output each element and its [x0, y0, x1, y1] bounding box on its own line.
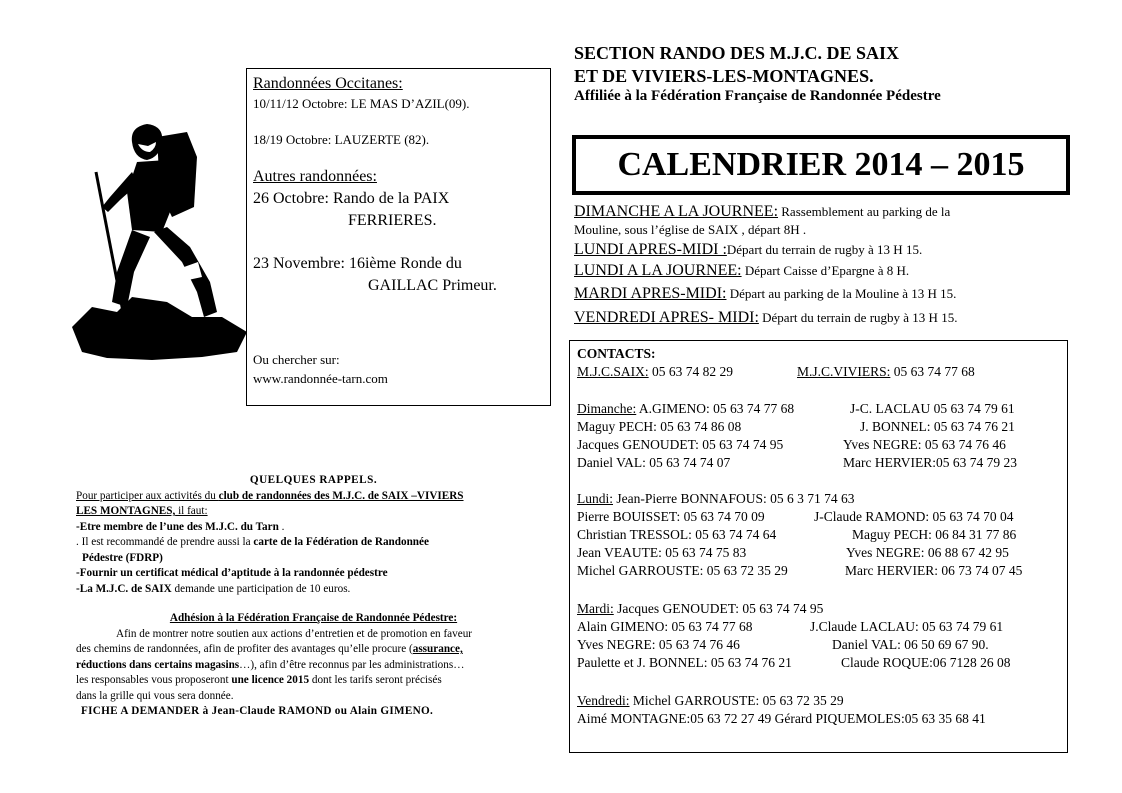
schedule-label-0: DIMANCHE A LA JOURNEE: [574, 203, 779, 220]
rappels-item-2b: carte de la Fédération de Randonnée [253, 536, 429, 548]
contact-entry: Claude ROQUE:06 7128 26 08 [841, 655, 1011, 670]
rappels-item-2a: . Il est recommandé de prendre aussi la [76, 536, 254, 548]
adhesion-line-1: Afin de montrer notre soutien aux actions d’entretien et de promotion en faveur [116, 627, 473, 640]
contact-entry: Paulette et J. BONNEL: 05 63 74 76 21 [577, 655, 792, 670]
contact-entry: Michel GARROUSTE: 05 63 72 35 29 [629, 693, 844, 708]
schedule-text-0: Rassemblement au parking de la [778, 204, 951, 219]
chercher-label: Ou chercher sur: [253, 352, 340, 367]
contact-entry: J-Claude RAMOND: 05 63 74 70 04 [814, 509, 1014, 524]
autres-event-1-place: FERRIERES. [348, 212, 437, 229]
schedule-label-4: MARDI APRES-MIDI: [574, 285, 727, 302]
hiker-illustration [72, 112, 252, 362]
schedule-label-2: LUNDI APRES-MIDI : [574, 241, 727, 258]
contact-entry: Pierre BOUISSET: 05 63 74 70 09 [577, 509, 765, 524]
rappels-item-1: -Etre membre de l’une des M.J.C. du Tarn [76, 520, 279, 533]
rappels-title: QUELQUES RAPPELS. [249, 474, 378, 486]
contact-entry: J-C. LACLAU 05 63 74 79 61 [850, 401, 1015, 416]
contact-entry: Daniel VAL: 05 63 74 74 07 [577, 455, 731, 470]
website-link[interactable]: www.randonnée-tarn.com [253, 371, 388, 386]
autres-title: Autres randonnées: [253, 168, 377, 185]
adhesion-line-4a: les responsables vous proposeront [76, 674, 232, 686]
rappels-p1d: il faut: [175, 505, 208, 517]
viviers-label: M.J.C.VIVIERS: [797, 364, 891, 379]
schedule [574, 204, 1074, 330]
contact-entry: Christian TRESSOL: 05 63 74 74 64 [577, 527, 777, 542]
adhesion-line-2a: des chemins de randonnées, afin de profiter des avantages qu’elle procure ( [76, 643, 413, 655]
contact-entry: Alain GIMENO: 05 63 74 77 68 [577, 619, 753, 634]
contact-entry: Jacques GENOUDET: 05 63 74 74 95 [577, 437, 784, 452]
saix-tel: 05 63 74 82 29 [648, 364, 734, 379]
rappels-item-1-end: . [278, 520, 285, 533]
header-line-1: SECTION RANDO DES M.J.C. DE SAIX [574, 43, 900, 63]
schedule-label-3: LUNDI A LA JOURNEE: [574, 262, 742, 279]
contact-entry: Maguy PECH: 06 84 31 77 86 [852, 527, 1017, 542]
contact-entry: Maguy PECH: 05 63 74 86 08 [577, 419, 742, 434]
schedule-text-1: Mouline, sous l’église de SAIX , départ 8H . [574, 222, 807, 237]
occitanes-event-1: 10/11/12 Octobre: LE MAS D’AZIL(09). [253, 96, 470, 111]
rappels-item-2c: Pédestre (FDRP) [82, 551, 163, 564]
autres-event-2: 23 Novembre: 16ième Ronde du [253, 255, 462, 272]
rappels-section [76, 473, 551, 720]
contact-entry: Yves NEGRE: 05 63 74 76 46 [843, 437, 1006, 452]
contact-entry: Jacques GENOUDET: 05 63 74 74 95 [613, 601, 824, 616]
rappels-item-3: -Fournir un certificat médical d’aptitude à la randonnée pédestre [76, 567, 388, 579]
contact-entry: J. BONNEL: 05 63 74 76 21 [860, 419, 1015, 434]
header-line-2: ET DE VIVIERS-LES-MONTAGNES. [574, 66, 874, 86]
rappels-p1a: Pour participer aux activités du [76, 489, 219, 502]
occitanes-event-2: 18/19 Octobre: LAUZERTE (82). [253, 132, 430, 147]
contact-entry: Marc HERVIER:05 63 74 79 23 [843, 455, 1018, 470]
contact-entry: A.GIMENO: 05 63 74 77 68 [636, 401, 795, 416]
schedule-text-2: Départ du terrain de rugby à 13 H 15. [726, 242, 923, 257]
autres-event-2-place: GAILLAC Primeur. [368, 277, 497, 294]
contact-entry: Yves NEGRE: 06 88 67 42 95 [846, 545, 1009, 560]
schedule-text-3: Départ Caisse d’Epargne à 8 H. [741, 263, 910, 278]
rappels-item-4a: -La M.J.C. de SAIX [76, 582, 172, 595]
contact-entry: Michel GARROUSTE: 05 63 72 35 29 [577, 563, 788, 578]
saix-label: M.J.C.SAIX: [577, 364, 649, 379]
contact-entry: Yves NEGRE: 05 63 74 76 46 [577, 637, 740, 652]
rappels-p1c: LES MONTAGNES, [76, 505, 176, 517]
schedule-text-4: Départ au parking de la Mouline à 13 H 15. [726, 286, 957, 301]
adhesion-line-4b: une licence 2015 [231, 674, 310, 686]
contact-entry: Daniel VAL: 06 50 69 67 90. [832, 637, 989, 652]
occitanes-title: Randonnées Occitanes: [253, 75, 403, 92]
calendar-title: CALENDRIER 2014 – 2015 [572, 135, 1070, 195]
rappels-p1b: club de randonnées des M.J.C. de SAIX –VIVIERS [218, 489, 464, 502]
contact-entry: Jean-Pierre BONNAFOUS: 05 6 3 71 74 63 [613, 491, 855, 506]
vendredi-label: Vendredi: [577, 693, 630, 708]
rappels-item-4b: demande une participation de 10 euros. [171, 582, 351, 595]
lundi-label: Lundi: [577, 491, 613, 506]
autres-event-1: 26 Octobre: Rando de la PAIX [253, 190, 450, 207]
dimanche-label: Dimanche: [577, 401, 637, 416]
fiche-note: FICHE A DEMANDER à Jean-Claude RAMOND ou Alain GIMENO. [81, 705, 434, 717]
viviers-tel: 05 63 74 77 68 [890, 364, 975, 379]
adhesion-line-2b: assurance, [412, 643, 463, 655]
contact-entry: J.Claude LACLAU: 05 63 74 79 61 [810, 619, 1004, 634]
adhesion-line-4c: dont les tarifs seront précisés [309, 674, 442, 686]
adhesion-line-3b: …), afin d’être reconnus par les administrations… [239, 658, 465, 671]
adhesion-title: Adhésion à la Fédération Française de Randonnée Pédestre: [169, 612, 458, 624]
contacts-box [569, 340, 1068, 753]
schedule-text-5: Départ du terrain de rugby à 13 H 15. [758, 310, 958, 325]
schedule-label-5: VENDREDI APRES- MIDI: [574, 309, 759, 326]
page-header [574, 42, 1114, 105]
contact-entry: Marc HERVIER: 06 73 74 07 45 [845, 563, 1023, 578]
mardi-label: Mardi: [577, 601, 614, 616]
events-box [246, 68, 551, 406]
adhesion-line-3a: réductions dans certains magasins [76, 658, 240, 671]
contact-entry: Jean VEAUTE: 05 63 74 75 83 [577, 545, 747, 560]
contact-entry: Aimé MONTAGNE:05 63 72 27 49 Gérard PIQUEMOLES:05 63 35 68 41 [577, 711, 986, 726]
adhesion-line-5: dans la grille qui vous sera donnée. [76, 689, 234, 702]
contacts-title: CONTACTS: [577, 346, 656, 361]
header-line-3: Affiliée à la Fédération Française de Randonnée Pédestre [574, 88, 941, 104]
